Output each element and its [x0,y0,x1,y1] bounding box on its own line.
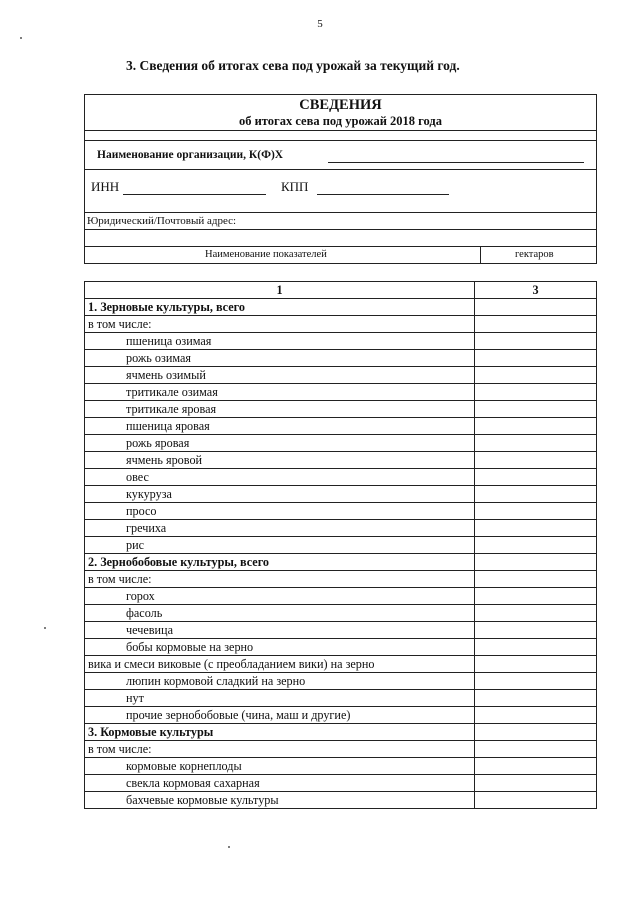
indicator-name-cell: ячмень озимый [85,367,475,384]
divider [85,229,596,230]
table-row [85,605,597,622]
hectares-input-cell[interactable] [475,486,597,503]
table-row [85,367,597,384]
table-row [85,435,597,452]
indicator-name-cell: горох [85,588,475,605]
indicator-name-cell: кормовые корнеплоды [85,758,475,775]
indicator-name-cell: бахчевые кормовые культуры [85,792,475,809]
hectares-input-cell[interactable] [475,401,597,418]
hectares-input-cell[interactable] [475,316,597,333]
table-row [85,673,597,690]
scan-speck [228,846,230,848]
kpp-label: КПП [281,179,309,194]
indicator-name-cell: рожь озимая [85,350,475,367]
scan-speck [20,37,22,39]
hectares-input-cell[interactable] [475,435,597,452]
table-row [85,537,597,554]
table-row [85,775,597,792]
table-header-row [85,282,597,299]
column-header: 1 [85,282,475,299]
table-row [85,401,597,418]
report-subtitle: об итогах сева под урожай 2018 года [238,114,442,128]
table-row [85,639,597,656]
divider [85,140,596,141]
table-row [85,622,597,639]
divider [85,212,596,213]
indicator-name-cell: тритикале озимая [85,384,475,401]
table-row [85,333,597,350]
scan-speck [44,627,46,629]
hectares-input-cell[interactable] [475,741,597,758]
hectares-input-cell[interactable] [475,520,597,537]
hectares-input-cell[interactable] [475,418,597,435]
indicator-name-cell: ячмень яровой [85,452,475,469]
organization-label: Наименование организации, К(Ф)Х [97,149,284,161]
indicator-name-cell: тритикале яровая [85,401,475,418]
hectares-input-cell[interactable] [475,350,597,367]
hectares-input-cell[interactable] [475,554,597,571]
table-row [85,350,597,367]
hectares-input-cell[interactable] [475,571,597,588]
hectares-input-cell[interactable] [475,707,597,724]
hectares-input-cell[interactable] [475,639,597,656]
indicator-name-cell: бобы кормовые на зерно [85,639,475,656]
table-row [85,418,597,435]
hectares-input-cell[interactable] [475,724,597,741]
table-row [85,707,597,724]
indicator-name-cell: рис [85,537,475,554]
indicator-name-label: Наименование показателей [205,249,327,260]
hectares-input-cell[interactable] [475,792,597,809]
hectares-input-cell[interactable] [475,367,597,384]
indicator-name-cell: фасоль [85,605,475,622]
column-header: 3 [475,282,597,299]
page-number: 5 [317,18,323,30]
divider [85,169,596,170]
hectares-input-cell[interactable] [475,333,597,350]
table-row [85,469,597,486]
table-row [85,724,597,741]
table-row [85,554,597,571]
report-header-box [84,94,597,264]
table-row [85,384,597,401]
indicator-name-cell: кукуруза [85,486,475,503]
table-row [85,571,597,588]
report-title: СВЕДЕНИЯ [299,97,382,113]
table-row [85,503,597,520]
section-title: 3. Сведения об итогах сева под урожай за текущий год. [126,58,460,73]
hectares-input-cell[interactable] [475,299,597,316]
table-row [85,486,597,503]
indicator-name-cell: овес [85,469,475,486]
hectares-input-cell[interactable] [475,690,597,707]
table-row [85,299,597,316]
divider [85,246,596,247]
hectares-input-cell[interactable] [475,469,597,486]
indicator-name-cell: прочие зернобобовые (чина, маш и другие) [85,707,475,724]
crops-table [84,281,597,809]
inn-field[interactable] [123,194,266,195]
indicator-name-cell: 1. Зерновые культуры, всего [85,299,475,316]
indicator-name-cell: пшеница озимая [85,333,475,350]
hectares-input-cell[interactable] [475,775,597,792]
indicator-name-cell: 2. Зернобобовые культуры, всего [85,554,475,571]
table-row [85,741,597,758]
hectares-input-cell[interactable] [475,384,597,401]
hectares-input-cell[interactable] [475,452,597,469]
indicator-name-cell: в том числе: [85,741,475,758]
table-row [85,452,597,469]
organization-field[interactable] [328,162,584,163]
hectares-input-cell[interactable] [475,673,597,690]
table-row [85,656,597,673]
indicator-name-cell: люпин кормовой сладкий на зерно [85,673,475,690]
indicator-name-cell: чечевица [85,622,475,639]
divider [85,130,596,131]
table-row [85,690,597,707]
indicator-name-cell: гречиха [85,520,475,537]
hectares-input-cell[interactable] [475,537,597,554]
hectares-input-cell[interactable] [475,503,597,520]
indicator-name-cell: в том числе: [85,316,475,333]
unit-label: гектаров [515,249,554,260]
indicator-name-cell: нут [85,690,475,707]
hectares-input-cell[interactable] [475,588,597,605]
kpp-field[interactable] [317,194,449,195]
table-row [85,792,597,809]
indicator-name-cell: вика и смеси виковые (с преобладанием вики) на зерно [85,656,475,673]
indicator-name-cell: 3. Кормовые культуры [85,724,475,741]
indicator-name-cell: в том числе: [85,571,475,588]
table-row [85,588,597,605]
hectares-input-cell[interactable] [475,758,597,775]
inn-label: ИНН [91,179,120,194]
hectares-input-cell[interactable] [475,622,597,639]
hectares-input-cell[interactable] [475,656,597,673]
indicator-name-cell: рожь яровая [85,435,475,452]
crops-table-body [85,282,597,809]
table-row [85,520,597,537]
hectares-input-cell[interactable] [475,605,597,622]
address-label: Юридический/Почтовый адрес: [87,215,237,227]
indicator-name-cell: пшеница яровая [85,418,475,435]
column-separator [480,247,481,264]
table-row [85,758,597,775]
indicator-name-cell: просо [85,503,475,520]
table-row [85,316,597,333]
indicator-name-cell: свекла кормовая сахарная [85,775,475,792]
